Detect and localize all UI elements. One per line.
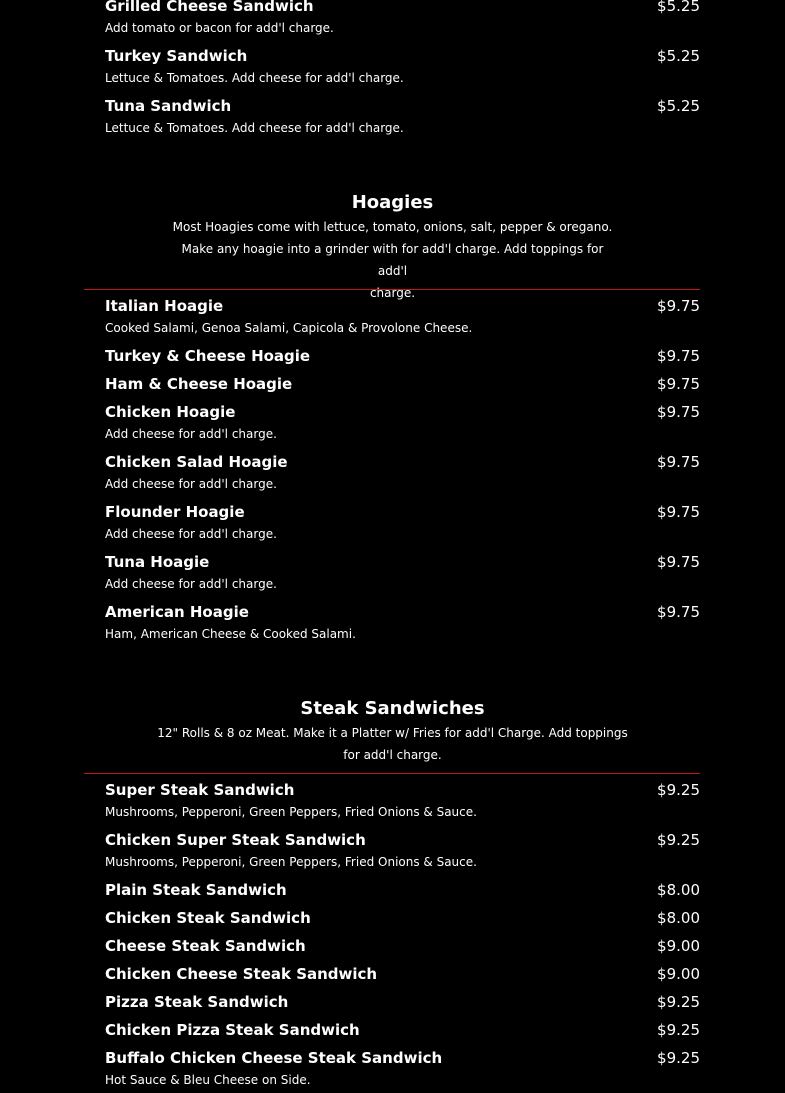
item-description: Lettuce & Tomatoes. Add cheese for add'l charge. <box>105 71 404 85</box>
item-name: Chicken Pizza Steak Sandwich <box>105 1021 360 1039</box>
item-price: $9.75 <box>657 347 700 365</box>
item-description: Add cheese for add'l charge. <box>105 427 277 441</box>
item-price: $5.25 <box>657 47 700 65</box>
item-description: Mushrooms, Pepperoni, Green Peppers, Fried Onions & Sauce. <box>105 805 477 819</box>
item-name: Chicken Super Steak Sandwich <box>105 831 366 849</box>
item-price: $9.25 <box>657 831 700 849</box>
item-name: Grilled Cheese Sandwich <box>105 0 314 15</box>
item-price: $5.25 <box>657 0 700 15</box>
item-price: $8.00 <box>657 909 700 927</box>
item-description: Add cheese for add'l charge. <box>105 577 277 591</box>
description-line: 12" Rolls & 8 oz Meat. Make it a Platter w/ Fries for add'l Charge. Add toppings <box>157 726 628 740</box>
section-description-steak-sandwiches <box>150 722 635 766</box>
item-price: $9.25 <box>657 993 700 1011</box>
item-price: $9.75 <box>657 453 700 471</box>
description-line: for add'l charge. <box>343 748 442 762</box>
item-price: $9.75 <box>657 375 700 393</box>
item-price: $9.00 <box>657 937 700 955</box>
item-description: Add tomato or bacon for add'l charge. <box>105 21 334 35</box>
item-description: Lettuce & Tomatoes. Add cheese for add'l charge. <box>105 121 404 135</box>
item-price: $9.75 <box>657 503 700 521</box>
item-price: $9.75 <box>657 553 700 571</box>
section-divider <box>84 289 700 290</box>
item-price: $9.75 <box>657 403 700 421</box>
item-name: Cheese Steak Sandwich <box>105 937 306 955</box>
description-line: Most Hoagies come with lettuce, tomato, onions, salt, pepper & oregano. <box>172 220 613 234</box>
item-name: Italian Hoagie <box>105 297 224 315</box>
section-title-hoagies: Hoagies <box>351 192 434 213</box>
item-name: Chicken Cheese Steak Sandwich <box>105 965 378 983</box>
item-description: Hot Sauce & Bleu Cheese on Side. <box>105 1073 311 1087</box>
section-divider <box>84 773 700 774</box>
item-price: $5.25 <box>657 97 700 115</box>
item-price: $9.25 <box>657 1021 700 1039</box>
section-description-hoagies <box>170 216 615 304</box>
item-price: $8.00 <box>657 881 700 899</box>
item-name: Plain Steak Sandwich <box>105 881 287 899</box>
item-description: Mushrooms, Pepperoni, Green Peppers, Fried Onions & Sauce. <box>105 855 477 869</box>
item-description: Add cheese for add'l charge. <box>105 527 277 541</box>
item-price: $9.25 <box>657 1049 700 1067</box>
item-price: $9.75 <box>657 297 700 315</box>
item-name: American Hoagie <box>105 603 249 621</box>
item-name: Super Steak Sandwich <box>105 781 295 799</box>
item-name: Pizza Steak Sandwich <box>105 993 289 1011</box>
section-title-steak-sandwiches: Steak Sandwiches <box>300 698 485 719</box>
item-price: $9.00 <box>657 965 700 983</box>
item-name: Turkey & Cheese Hoagie <box>105 347 311 365</box>
description-line: charge. <box>369 286 416 300</box>
item-description: Add cheese for add'l charge. <box>105 477 277 491</box>
item-name: Tuna Hoagie <box>105 553 210 571</box>
item-name: Chicken Steak Sandwich <box>105 909 311 927</box>
item-name: Tuna Sandwich <box>105 97 232 115</box>
item-price: $9.25 <box>657 781 700 799</box>
item-name: Chicken Hoagie <box>105 403 236 421</box>
item-name: Buffalo Chicken Cheese Steak Sandwich <box>105 1049 443 1067</box>
item-description: Cooked Salami, Genoa Salami, Capicola & Provolone Cheese. <box>105 321 473 335</box>
description-line: Make any hoagie into a grinder with for add'l charge. Add toppings for add'l <box>181 242 604 278</box>
item-price: $9.75 <box>657 603 700 621</box>
item-name: Ham & Cheese Hoagie <box>105 375 293 393</box>
item-name: Turkey Sandwich <box>105 47 248 65</box>
item-description: Ham, American Cheese & Cooked Salami. <box>105 627 356 641</box>
item-name: Chicken Salad Hoagie <box>105 453 288 471</box>
item-name: Flounder Hoagie <box>105 503 245 521</box>
